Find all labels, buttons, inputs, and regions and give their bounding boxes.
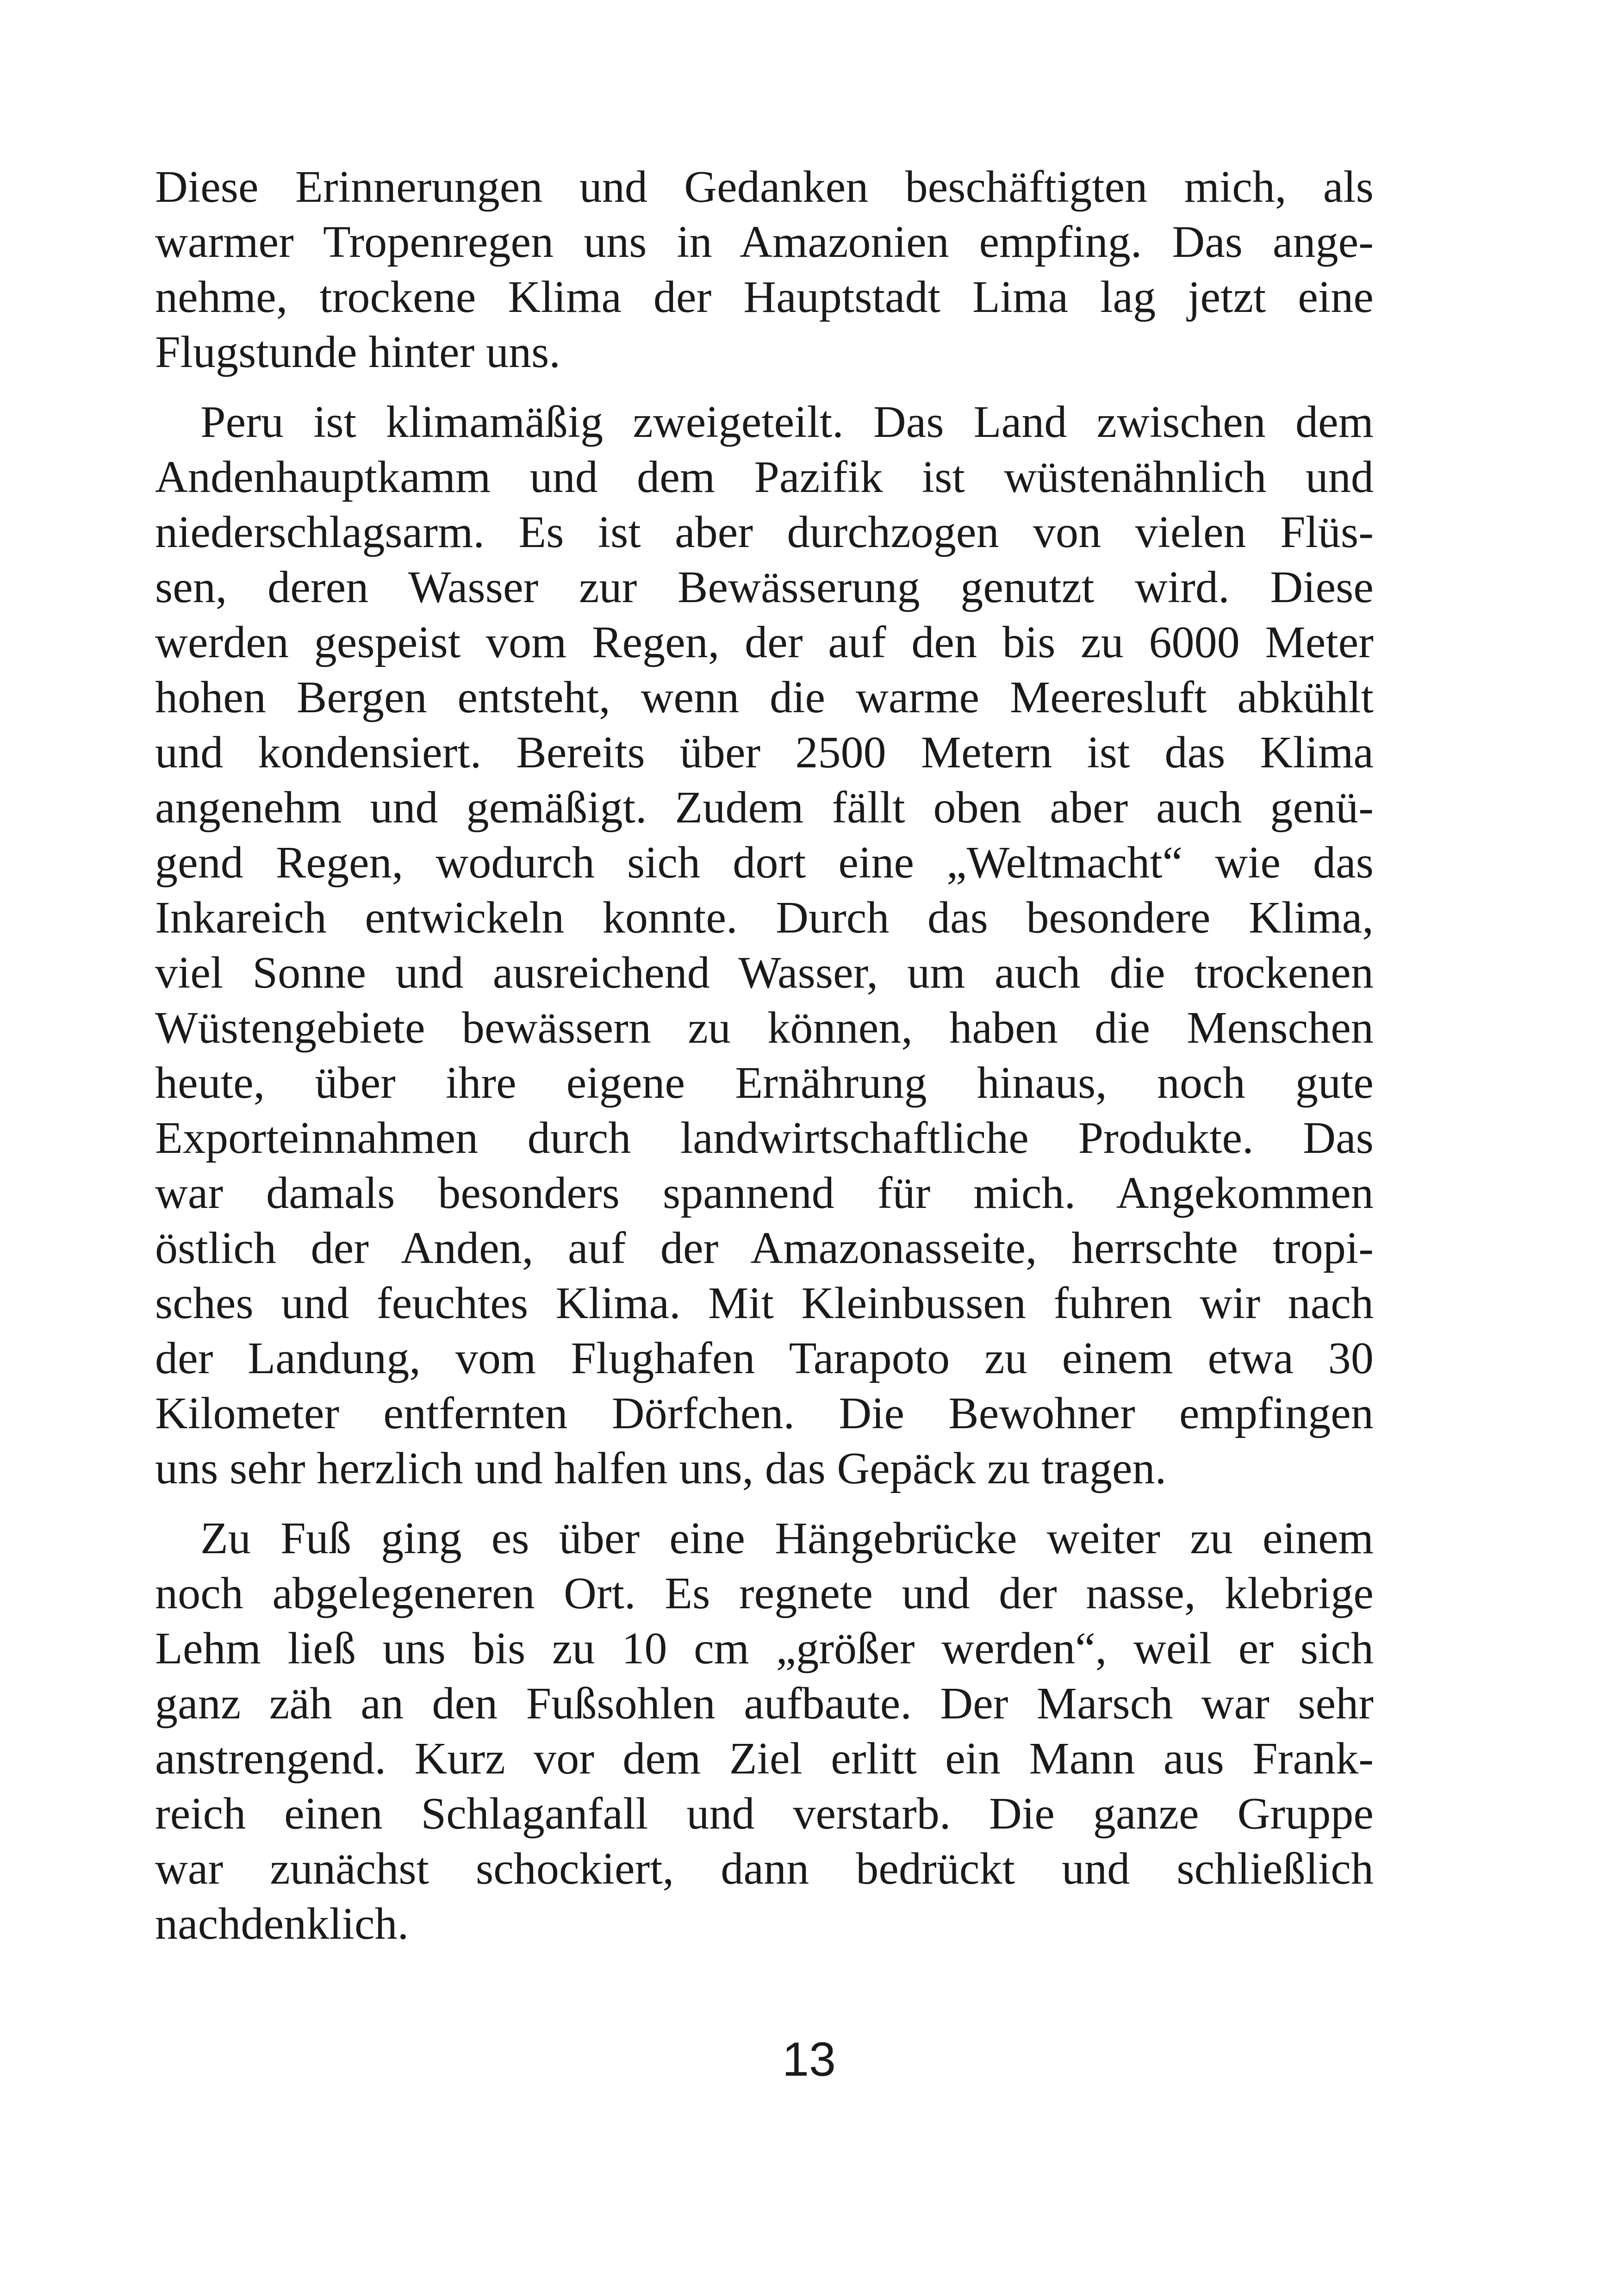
text-line: Peru ist klimamäßig zweigeteilt. Das Land zwischen dem	[200, 397, 1374, 447]
text-line: war damals besonders spannend für mich. Angekommen	[155, 1168, 1374, 1218]
text-line: heute, über ihre eigene Ernährung hinaus, noch gute	[155, 1058, 1374, 1108]
text-line: hohen Bergen entsteht, wenn die warme Meeresluft abkühlt	[155, 672, 1374, 722]
text-line: war zunächst schockiert, dann bedrückt und schließlich	[155, 1844, 1374, 1894]
page-number: 13	[782, 2033, 836, 2086]
text-line: warmer Tropenregen uns in Amazonien empfing. Das ange-	[155, 217, 1374, 267]
text-line: gend Regen, wodurch sich dort eine „Weltmacht“ wie das	[155, 838, 1374, 888]
text-line: niederschlagsarm. Es ist aber durchzogen von vielen Flüs-	[155, 507, 1374, 557]
text-line: Andenhauptkamm und dem Pazifik ist wüstenähnlich und	[155, 452, 1374, 502]
text-line: Diese Erinnerungen und Gedanken beschäftigten mich, als	[155, 162, 1374, 212]
text-line: noch abgelegeneren Ort. Es regnete und der nasse, klebrige	[155, 1568, 1374, 1618]
text-line: Lehm ließ uns bis zu 10 cm „größer werden“, weil er sich	[155, 1624, 1374, 1674]
paragraph-1	[155, 160, 1374, 380]
paragraph-2	[155, 395, 1374, 1496]
text-line: Wüstengebiete bewässern zu können, haben die Menschen	[155, 1003, 1374, 1053]
text-line: östlich der Anden, auf der Amazonasseite, herrschte tropi-	[155, 1223, 1374, 1273]
text-line: Inkareich entwickeln konnte. Durch das besondere Klima,	[155, 893, 1374, 943]
text-line: werden gespeist vom Regen, der auf den bis zu 6000 Meter	[155, 617, 1374, 667]
body-text	[155, 160, 1374, 1952]
text-line: sches und feuchtes Klima. Mit Kleinbussen fuhren wir nach	[155, 1278, 1374, 1328]
text-line: uns sehr herzlich und halfen uns, das Gepäck zu tragen.	[155, 1444, 1167, 1493]
text-line: Kilometer entfernten Dörfchen. Die Bewohner empfingen	[155, 1388, 1374, 1438]
text-line: angenehm und gemäßigt. Zudem fällt oben aber auch genü-	[155, 783, 1374, 833]
text-line: reich einen Schlaganfall und verstarb. Die ganze Gruppe	[155, 1789, 1374, 1839]
text-line: Exporteinnahmen durch landwirtschaftliche Produkte. Das	[155, 1113, 1374, 1163]
text-line: anstrengend. Kurz vor dem Ziel erlitt ein Mann aus Frank-	[155, 1734, 1374, 1784]
text-line: nehme, trockene Klima der Hauptstadt Lima lag jetzt eine	[155, 272, 1374, 322]
text-line: der Landung, vom Flughafen Tarapoto zu einem etwa 30	[155, 1333, 1374, 1383]
text-line: und kondensiert. Bereits über 2500 Metern ist das Klima	[155, 728, 1374, 778]
text-line: nachdenklich.	[155, 1899, 409, 1949]
text-line: sen, deren Wasser zur Bewässerung genutzt wird. Diese	[155, 562, 1374, 612]
text-line: Flugstunde hinter uns.	[155, 327, 561, 377]
paragraph-3	[155, 1511, 1374, 1952]
text-line: ganz zäh an den Fußsohlen aufbaute. Der Marsch war sehr	[155, 1679, 1374, 1729]
text-line: viel Sonne und ausreichend Wasser, um auch die trockenen	[155, 948, 1374, 998]
text-line: Zu Fuß ging es über eine Hängebrücke weiter zu einem	[200, 1513, 1374, 1563]
